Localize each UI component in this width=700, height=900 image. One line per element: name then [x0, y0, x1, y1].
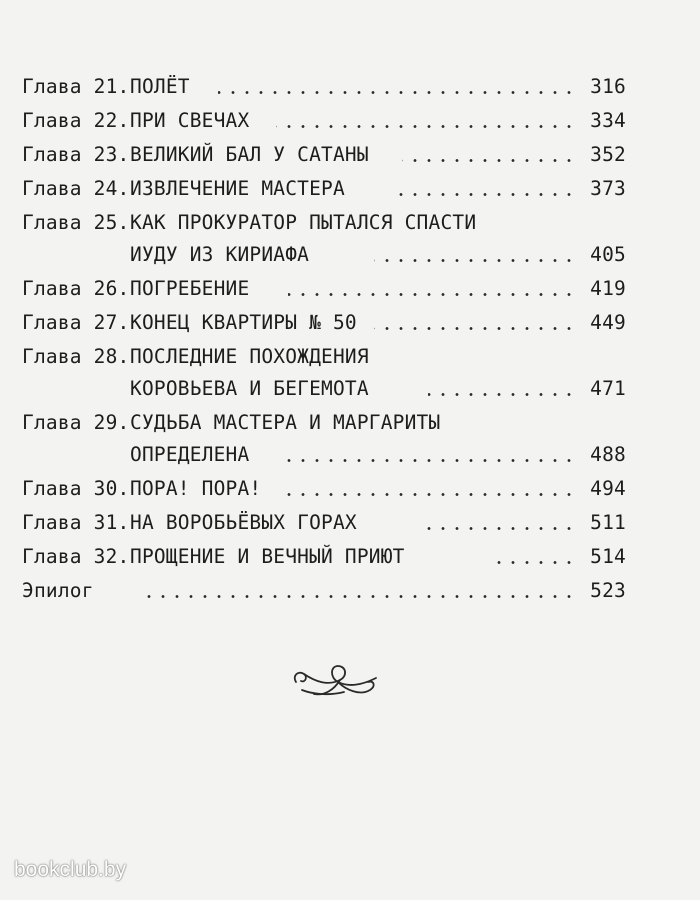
toc-entry-epilogue [22, 568, 626, 602]
toc-entry [22, 64, 626, 98]
leader-dots [282, 459, 576, 462]
leader-dots [374, 327, 576, 330]
leader-dots [288, 293, 576, 296]
leader-dots [402, 159, 576, 162]
chapter-label: Глава 23. [22, 143, 130, 166]
chapter-title: ВЕЛИКИЙ БАЛ У САТАНЫ [130, 143, 369, 166]
chapter-label: Глава 26. [22, 277, 130, 300]
leader-dots [278, 493, 576, 496]
leader-dots [144, 595, 576, 598]
chapter-title: ПРИ СВЕЧАХ [130, 109, 250, 132]
chapter-title: КАК ПРОКУРАТОР ПЫТАЛСЯ СПАСТИ [130, 211, 477, 234]
page-number: 419 [590, 277, 626, 300]
chapter-label: Глава 31. [22, 511, 130, 534]
page-number: 514 [590, 545, 626, 568]
chapter-title-continued: ИУДУ ИЗ КИРИАФА [130, 243, 310, 266]
chapter-label: Глава 32. [22, 545, 130, 568]
leader-dots [494, 561, 576, 564]
toc-entry [22, 132, 626, 166]
page-number: 511 [590, 511, 626, 534]
page-number: 352 [590, 143, 626, 166]
page-number: 449 [590, 311, 626, 334]
toc-entry [22, 98, 626, 132]
page-number: 405 [590, 243, 626, 266]
chapter-title: КОНЕЦ КВАРТИРЫ № 50 [130, 311, 357, 334]
chapter-title: СУДЬБА МАСТЕРА И МАРГАРИТЫ [130, 411, 441, 434]
page-number: 334 [590, 109, 626, 132]
chapter-title: ИЗВЛЕЧЕНИЕ МАСТЕРА [130, 177, 345, 200]
page-number: 494 [590, 477, 626, 500]
chapter-label: Глава 22. [22, 109, 130, 132]
chapter-label: Глава 21. [22, 75, 130, 98]
page-number: 373 [590, 177, 626, 200]
chapter-label: Глава 24. [22, 177, 130, 200]
page-number: 471 [590, 377, 626, 400]
chapter-label: Эпилог [22, 579, 94, 602]
chapter-label: Глава 25. [22, 211, 130, 234]
chapter-title: ПОГРЕБЕНИЕ [130, 277, 250, 300]
leader-dots [276, 125, 576, 128]
chapter-title-continued: ОПРЕДЕЛЕНА [130, 443, 250, 466]
chapter-title: ПОЛЁТ [130, 75, 190, 98]
page-number: 523 [590, 579, 626, 602]
toc-entry [22, 500, 626, 534]
leader-dots [374, 259, 576, 262]
leader-dots [418, 527, 576, 530]
toc-entry [22, 300, 626, 334]
chapter-label: Глава 30. [22, 477, 130, 500]
leader-dots [218, 91, 576, 94]
toc-entry [22, 334, 626, 400]
leader-dots [392, 193, 576, 196]
flourish-ornament-icon [288, 656, 384, 704]
toc-entry [22, 466, 626, 500]
chapter-label: Глава 27. [22, 311, 130, 334]
toc-entry [22, 166, 626, 200]
chapter-label: Глава 28. [22, 345, 130, 368]
chapter-title: НА ВОРОБЬЁВЫХ ГОРАХ [130, 511, 357, 534]
toc-entry [22, 266, 626, 300]
watermark: bookclub.by [14, 858, 127, 881]
chapter-title-continued: КОРОВЬЕВА И БЕГЕМОТА [130, 377, 369, 400]
table-of-contents [22, 64, 626, 602]
page-number: 316 [590, 75, 626, 98]
chapter-label: Глава 29. [22, 411, 130, 434]
toc-entry [22, 400, 626, 466]
chapter-title: ПОСЛЕДНИЕ ПОХОЖДЕНИЯ [130, 345, 369, 368]
chapter-title: ПРОЩЕНИЕ И ВЕЧНЫЙ ПРИЮТ [130, 545, 405, 568]
chapter-title: ПОРА! ПОРА! [130, 477, 262, 500]
leader-dots [428, 393, 576, 396]
toc-entry [22, 534, 626, 568]
page-number: 488 [590, 443, 626, 466]
toc-entry [22, 200, 626, 266]
